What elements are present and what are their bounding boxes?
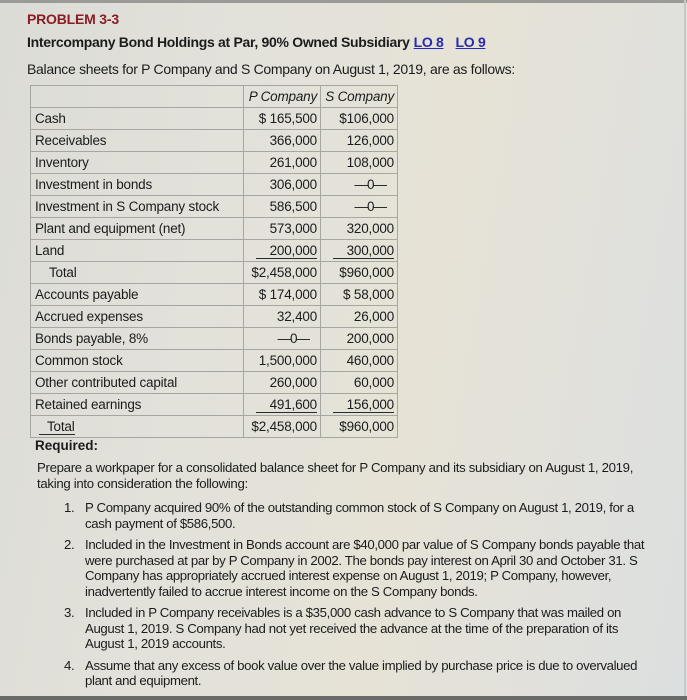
item-text: Included in P Company receivables is a $35,000 cash advance to S Company that was mailed on August 1, 2019. S Company had not yet received the advance at the time of the preparation of its August 1, 2019 accounts. [85, 605, 622, 651]
table-row [31, 196, 398, 218]
p-value: 573,000 [244, 218, 321, 240]
balance-sheet-table [30, 85, 398, 438]
row-label: Total [31, 262, 244, 284]
list-item [64, 605, 654, 652]
item-text: Included in the Investment in Bonds account are $40,000 par value of S Company bonds payable that were purchased at par by P Company in 2002. The bonds pay interest on April 30 and October 31. S Company has appropriately accrued interest expense on August 1, 2019; P Company, however, inadvertently failed to accrue interest income on the S Company bonds. [85, 537, 645, 599]
p-value: 32,400 [244, 306, 321, 328]
p-value: 1,500,000 [244, 350, 321, 372]
item-number: 3. [64, 605, 75, 620]
row-label: Bonds payable, 8% [31, 328, 244, 350]
table-row [31, 152, 398, 174]
required-heading: Required: [35, 438, 99, 453]
table-row [31, 328, 398, 350]
problem-title [27, 34, 485, 50]
table-row [31, 394, 398, 416]
list-item [64, 500, 654, 531]
item-number: 1. [64, 500, 75, 515]
table-row [31, 372, 398, 394]
link-lo9[interactable]: LO 9 [455, 34, 486, 50]
s-value: 460,000 [321, 350, 398, 372]
row-label: Common stock [31, 350, 244, 372]
s-value: $106,000 [321, 108, 398, 130]
table-header-row [31, 86, 398, 108]
problem-title-text: Intercompany Bond Holdings at Par, 90% Owned Subsidiary [27, 34, 410, 50]
row-label: Other contributed capital [31, 372, 244, 394]
table-row [31, 174, 398, 196]
s-value: 126,000 [321, 130, 398, 152]
table-row [31, 240, 398, 262]
item-number: 2. [64, 537, 75, 552]
p-value [244, 394, 321, 416]
s-value: $960,000 [321, 262, 398, 284]
row-label: Receivables [31, 130, 244, 152]
list-item [64, 658, 654, 689]
s-value: 200,000 [321, 328, 398, 350]
header-blank [31, 86, 244, 108]
row-label [31, 416, 244, 438]
item-text: Assume that any excess of book value over the value implied by purchase price is due to overvalued plant and equipment. [85, 657, 638, 688]
row-label: Cash [31, 108, 244, 130]
table-row-total [31, 262, 398, 284]
s-value: 108,000 [321, 152, 398, 174]
underlined-value: 491,600 [256, 397, 317, 413]
p-value: 586,500 [244, 196, 321, 218]
p-value: $2,458,000 [244, 416, 321, 438]
right-edge [684, 0, 686, 700]
link-lo8[interactable]: LO 8 [413, 34, 444, 50]
table-row [31, 284, 398, 306]
s-value [321, 394, 398, 416]
p-value [244, 240, 321, 262]
zero-dash: —0— [354, 177, 386, 192]
required-body: Prepare a workpaper for a consolidated balance sheet for P Company and its subsidiary on August 1, 2019, taking into consideration the following: [37, 460, 634, 491]
underlined-value: 200,000 [256, 243, 317, 259]
intro-text: Balance sheets for P Company and S Company on August 1, 2019, are as follows: [27, 61, 515, 77]
table-row [31, 108, 398, 130]
problem-number: PROBLEM 3-3 [27, 11, 119, 27]
zero-dash: —0— [354, 199, 386, 214]
s-value: $960,000 [321, 416, 398, 438]
list-item [64, 537, 654, 599]
underlined-value: 156,000 [333, 397, 394, 413]
s-value: $ 58,000 [321, 284, 398, 306]
p-value: $ 165,500 [244, 108, 321, 130]
top-edge [0, 0, 687, 3]
row-label: Land [31, 240, 244, 262]
s-value: 320,000 [321, 218, 398, 240]
item-number: 4. [64, 657, 75, 673]
s-value [321, 240, 398, 262]
p-value: 366,000 [244, 130, 321, 152]
p-value: $ 174,000 [244, 284, 321, 306]
zero-dash: —0— [277, 331, 309, 346]
requirements-list [64, 500, 654, 695]
row-label: Investment in bonds [31, 174, 244, 196]
header-p-company: P Company [244, 86, 321, 108]
bottom-edge [0, 696, 687, 700]
p-value: $2,458,000 [244, 262, 321, 284]
row-label: Accrued expenses [31, 306, 244, 328]
p-value: 261,000 [244, 152, 321, 174]
row-label: Accounts payable [31, 284, 244, 306]
s-value: 60,000 [321, 372, 398, 394]
underlined-value: 300,000 [333, 243, 394, 259]
table-row [31, 306, 398, 328]
s-value [321, 174, 398, 196]
table-row [31, 130, 398, 152]
table-row-total [31, 416, 398, 438]
table-row [31, 218, 398, 240]
s-value [321, 196, 398, 218]
row-label: Investment in S Company stock [31, 196, 244, 218]
p-value: 306,000 [244, 174, 321, 196]
s-value: 26,000 [321, 306, 398, 328]
p-value: 260,000 [244, 372, 321, 394]
row-label: Inventory [31, 152, 244, 174]
p-value [244, 328, 321, 350]
row-label: Plant and equipment (net) [31, 218, 244, 240]
header-s-company: S Company [321, 86, 398, 108]
table-row [31, 350, 398, 372]
total-label: Total [39, 419, 75, 435]
row-label: Retained earnings [31, 394, 244, 416]
item-text: P Company acquired 90% of the outstanding common stock of S Company on August 1, 2019, for a cash payment of $586,500. [85, 500, 634, 531]
